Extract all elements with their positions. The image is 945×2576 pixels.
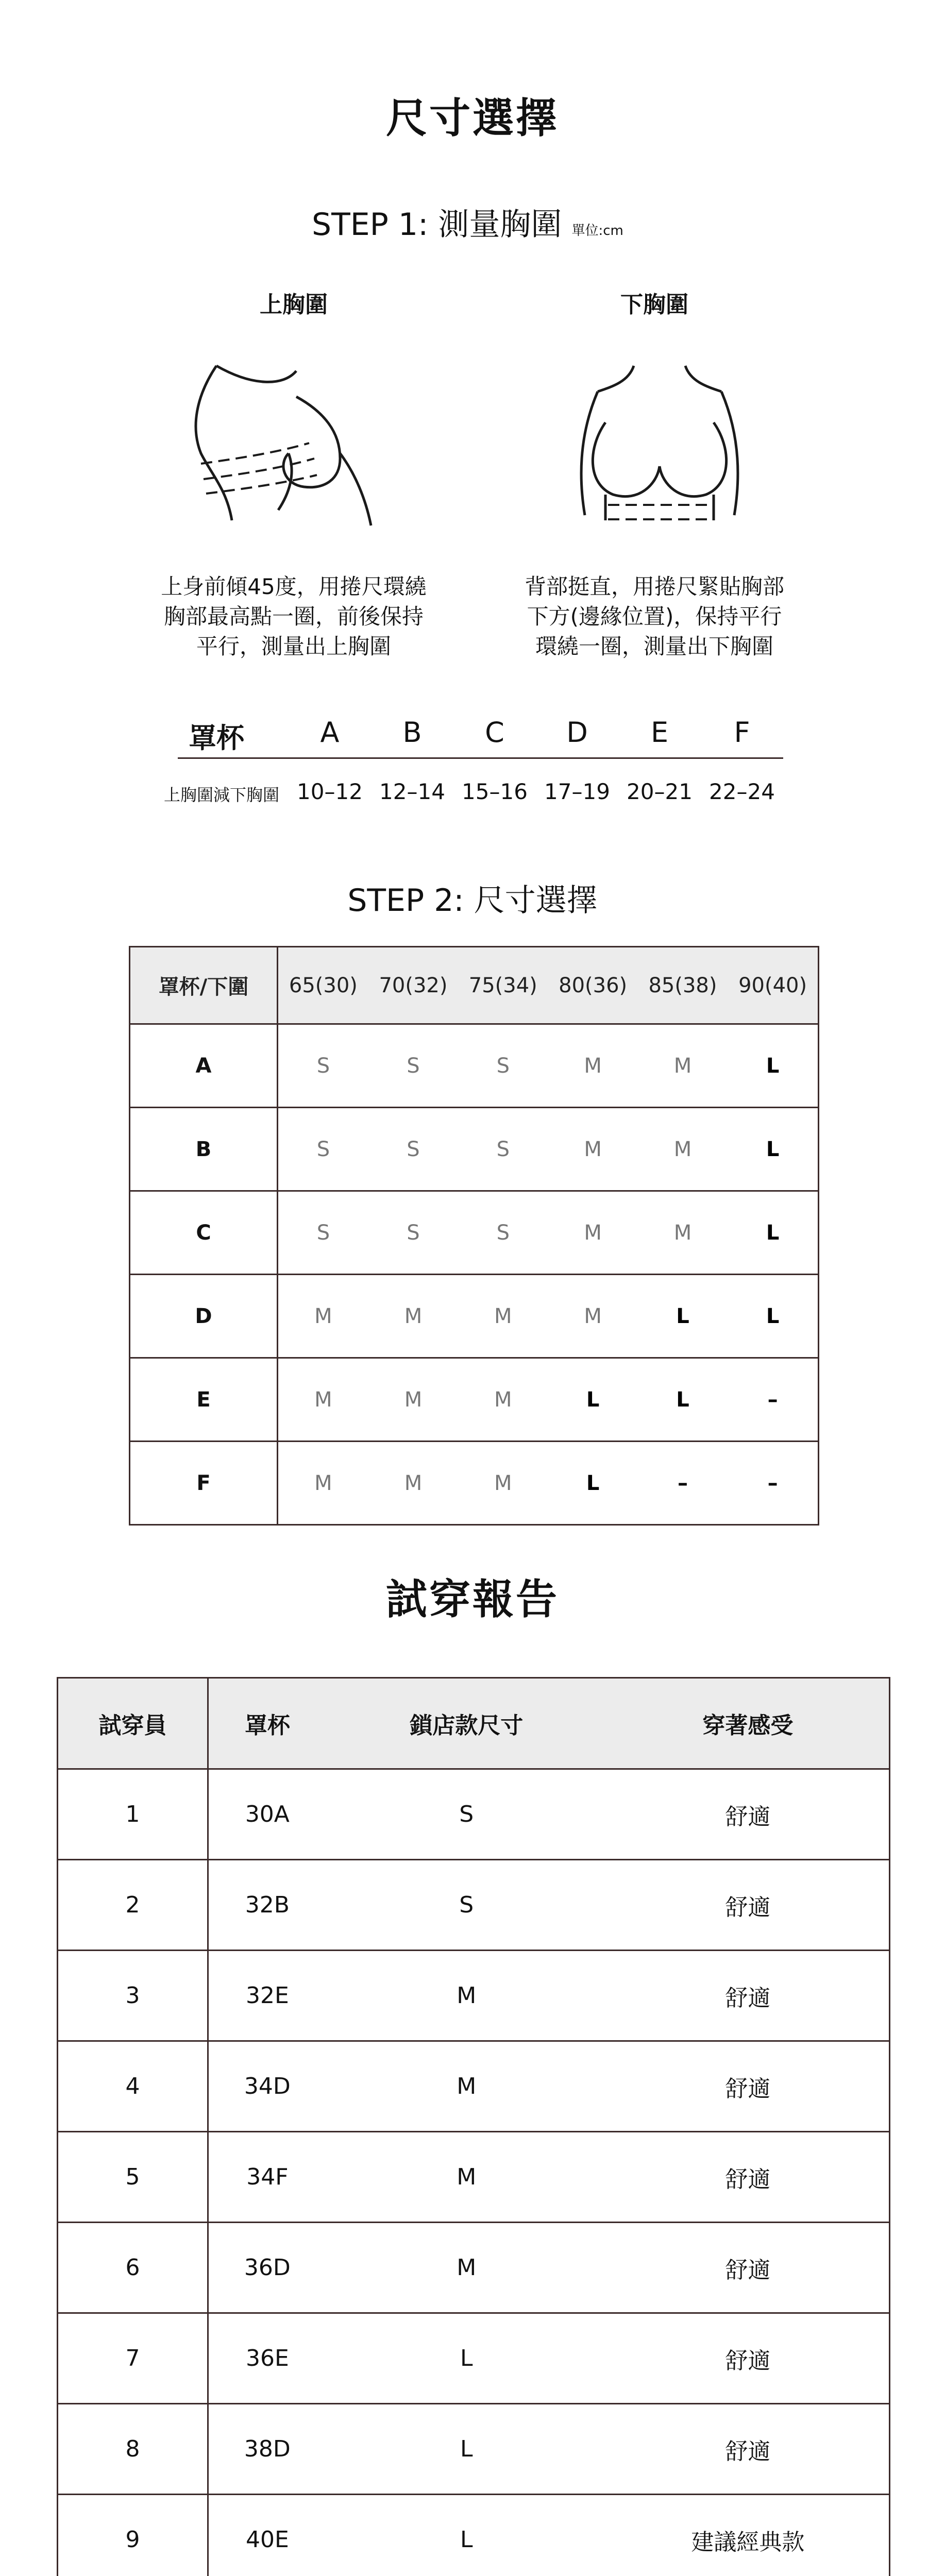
lower-desc-line: 下方(邊緣位置)，保持平行: [527, 604, 782, 629]
cup-diff-row: [149, 779, 799, 810]
diff-value: 10–12: [297, 779, 363, 804]
size-cell: –: [638, 1442, 728, 1525]
lower-desc-line: 背部挺直，用捲尺緊貼胸部: [524, 574, 784, 599]
band-column-header: 70(32): [368, 947, 458, 1024]
bra-size: 38D: [208, 2404, 326, 2495]
report-title: 試穿報告: [386, 1575, 559, 1623]
size-cell: –: [728, 1442, 818, 1525]
size-cell: S: [368, 1191, 458, 1275]
size-cell: M: [548, 1024, 637, 1108]
diff-value: 20–21: [627, 779, 693, 804]
upper-desc-line: 上身前傾45度，用捲尺環繞: [161, 574, 427, 599]
cup-letter: A: [320, 716, 340, 749]
size-cell: S: [278, 1108, 368, 1191]
cup-letter: B: [402, 716, 422, 749]
bra-size: 32B: [208, 1860, 326, 1951]
size-cell: S: [458, 1108, 548, 1191]
size-cell: S: [368, 1108, 458, 1191]
table-row: [58, 2132, 890, 2223]
size-cell: M: [638, 1108, 728, 1191]
lower-desc-line: 環繞一圈，測量出下胸圍: [535, 634, 773, 659]
cup-cell: E: [130, 1358, 278, 1442]
size-table: [129, 946, 819, 1526]
product-size: L: [326, 2495, 607, 2576]
cup-header-row: [149, 716, 799, 752]
size-cell: M: [638, 1191, 728, 1275]
under-bust-label: 下胸圍: [620, 292, 688, 318]
size-cell: M: [458, 1442, 548, 1525]
size-cell: L: [728, 1024, 818, 1108]
tester-id: 3: [58, 1951, 208, 2041]
size-cell: M: [278, 1442, 368, 1525]
feeling: 舒適: [607, 2041, 890, 2132]
product-size: L: [326, 2404, 607, 2495]
cup-cell: D: [130, 1275, 278, 1358]
size-cell: M: [458, 1358, 548, 1442]
table-row: [130, 1275, 819, 1358]
feeling: 舒適: [607, 1860, 890, 1951]
bra-size: 40E: [208, 2495, 326, 2576]
cup-header: 罩杯: [189, 722, 244, 754]
size-cell: S: [458, 1024, 548, 1108]
bra-size: 32E: [208, 1951, 326, 2041]
diff-value: 17–19: [544, 779, 610, 804]
size-cell: M: [548, 1191, 637, 1275]
product-size: S: [326, 1860, 607, 1951]
cup-letter: E: [650, 716, 669, 749]
bra-size: 34F: [208, 2132, 326, 2223]
cup-cell: B: [130, 1108, 278, 1191]
size-cell: M: [368, 1275, 458, 1358]
cup-letter: F: [734, 716, 750, 749]
cup-letter: C: [485, 716, 504, 749]
size-cell: S: [368, 1024, 458, 1108]
upper-bust-illustration: [185, 355, 402, 562]
cup-letter: D: [566, 716, 588, 749]
table-row: [58, 1860, 890, 1951]
product-size: M: [326, 2223, 607, 2313]
size-cell: S: [278, 1024, 368, 1108]
band-column-header: 90(40): [728, 947, 818, 1024]
bra-size: 36D: [208, 2223, 326, 2313]
size-cell: S: [458, 1191, 548, 1275]
table-row: [130, 1191, 819, 1275]
tester-id: 5: [58, 2132, 208, 2223]
tester-id: 7: [58, 2313, 208, 2404]
column-header: 罩杯: [208, 1678, 326, 1769]
under-bust-illustration: [556, 355, 773, 562]
table-row: [130, 1442, 819, 1525]
diff-value: 22–24: [709, 779, 775, 804]
table-row: [58, 2041, 890, 2132]
size-cell: L: [728, 1275, 818, 1358]
size-cell: M: [638, 1024, 728, 1108]
size-cell: M: [278, 1358, 368, 1442]
product-size: M: [326, 2132, 607, 2223]
cup-cell: F: [130, 1442, 278, 1525]
tester-id: 6: [58, 2223, 208, 2313]
table-row: [58, 2223, 890, 2313]
size-cell: L: [548, 1358, 637, 1442]
upper-desc-line: 胸部最高點一圈，前後保持: [163, 604, 424, 629]
diff-label: 上胸圍減下胸圍: [163, 785, 279, 805]
column-header: 試穿員: [58, 1678, 208, 1769]
table-row: [58, 2313, 890, 2404]
diff-value: 12–14: [379, 779, 445, 804]
diff-value: 15–16: [462, 779, 528, 804]
size-cell: M: [458, 1275, 548, 1358]
bra-size: 34D: [208, 2041, 326, 2132]
table-row: [58, 1769, 890, 1860]
size-cell: L: [548, 1442, 637, 1525]
tester-id: 4: [58, 2041, 208, 2132]
size-cell: L: [638, 1358, 728, 1442]
size-cell: L: [728, 1108, 818, 1191]
report-table-header: [58, 1678, 890, 1769]
size-cell: M: [548, 1108, 637, 1191]
table-row: [130, 1108, 819, 1191]
feeling: 建議經典款: [607, 2495, 890, 2576]
size-cell: M: [368, 1442, 458, 1525]
size-table-header: [130, 947, 819, 1024]
upper-bust-label: 上胸圍: [260, 292, 328, 318]
size-cell: M: [548, 1275, 637, 1358]
step1-heading-group: [312, 200, 623, 244]
table-row: [58, 2495, 890, 2576]
table-row: [130, 1024, 819, 1108]
size-cell: –: [728, 1358, 818, 1442]
product-size: S: [326, 1769, 607, 1860]
feeling: 舒適: [607, 1769, 890, 1860]
step1-heading: STEP 1: 測量胸圍: [312, 207, 562, 243]
tester-id: 2: [58, 1860, 208, 1951]
cup-chart-divider: [178, 757, 783, 759]
product-size: M: [326, 2041, 607, 2132]
tester-id: 8: [58, 2404, 208, 2495]
band-column-header: 80(36): [548, 947, 637, 1024]
table-row: [130, 1358, 819, 1442]
upper-desc-line: 平行，測量出上胸圍: [196, 634, 391, 659]
step2-heading: STEP 2: 尺寸選擇: [347, 883, 598, 919]
feeling: 舒適: [607, 2132, 890, 2223]
product-size: M: [326, 1951, 607, 2041]
table-row: [58, 2404, 890, 2495]
page-title: 尺寸選擇: [386, 94, 559, 142]
table-row: [58, 1951, 890, 2041]
column-header: 鎖店款尺寸: [326, 1678, 607, 1769]
column-header: 穿著感受: [607, 1678, 890, 1769]
band-column-header: 65(30): [278, 947, 368, 1024]
size-cell: L: [728, 1191, 818, 1275]
unit-note: 單位:cm: [571, 223, 623, 239]
tester-id: 1: [58, 1769, 208, 1860]
band-column-header: 85(38): [638, 947, 728, 1024]
upper-bust-description: [119, 572, 469, 662]
under-bust-description: [479, 572, 830, 662]
size-cell: L: [638, 1275, 728, 1358]
size-table-corner: 罩杯/下圍: [130, 947, 278, 1024]
tester-id: 9: [58, 2495, 208, 2576]
bra-size: 30A: [208, 1769, 326, 1860]
cup-cell: C: [130, 1191, 278, 1275]
size-cell: M: [368, 1358, 458, 1442]
band-column-header: 75(34): [458, 947, 548, 1024]
feeling: 舒適: [607, 2404, 890, 2495]
size-cell: M: [278, 1275, 368, 1358]
feeling: 舒適: [607, 2313, 890, 2404]
feeling: 舒適: [607, 2223, 890, 2313]
size-cell: S: [278, 1191, 368, 1275]
cup-cell: A: [130, 1024, 278, 1108]
report-table: [57, 1677, 890, 2576]
bra-size: 36E: [208, 2313, 326, 2404]
product-size: L: [326, 2313, 607, 2404]
feeling: 舒適: [607, 1951, 890, 2041]
